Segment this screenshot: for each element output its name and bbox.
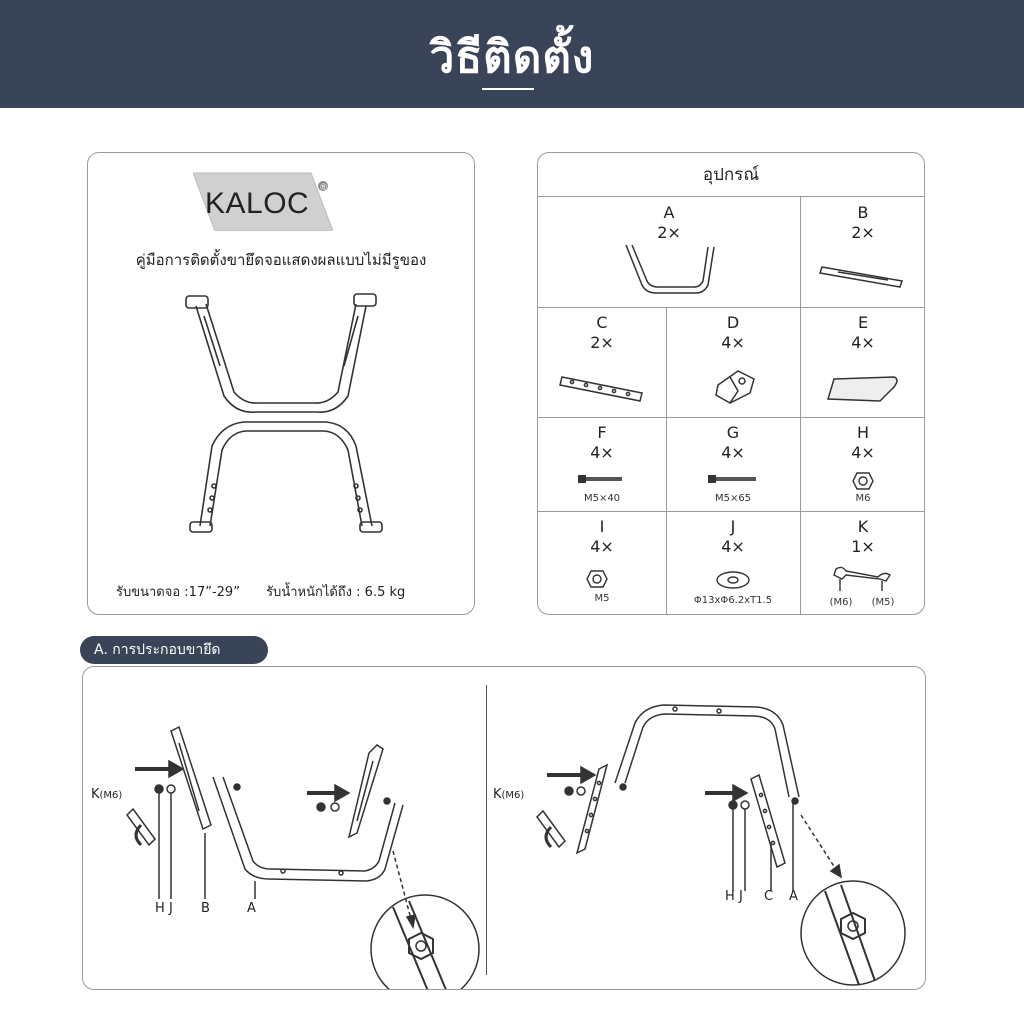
part-qty: 4× <box>721 537 745 556</box>
part-qty: 2× <box>657 223 681 242</box>
part-letter: F <box>597 423 607 442</box>
part-spec: M5×40 <box>583 493 621 504</box>
label-h: H <box>725 889 735 904</box>
brand-logo <box>193 169 333 231</box>
assembly-step-1 <box>113 721 483 989</box>
step-divider <box>486 685 487 975</box>
part-a <box>538 197 800 307</box>
part-qty: 2× <box>851 223 875 242</box>
washer-j-icon <box>715 569 751 591</box>
page-title: วิธีติดตั้ง <box>429 32 595 83</box>
part-qty: 4× <box>721 333 745 352</box>
part-i <box>538 511 666 615</box>
manual-title: คู่มือการติดตั้งขายึดจอแสดงผลแบบไม่มีรูของ <box>135 251 427 269</box>
part-k <box>800 511 925 615</box>
label-a: A <box>247 901 256 916</box>
wrench-letter: K <box>493 787 502 802</box>
part-letter: H <box>856 423 870 442</box>
part-spec: M6 <box>855 493 871 504</box>
part-qty: 4× <box>851 443 875 462</box>
part-qty: 4× <box>851 333 875 352</box>
screw-g-icon <box>708 473 758 485</box>
part-letter: C <box>596 313 608 332</box>
label-h: H <box>155 901 165 916</box>
clamp-d-icon <box>710 363 760 407</box>
part-f <box>538 417 666 511</box>
max-load-spec: รับน้ำหนักได้ถึง : 6.5 kg <box>266 585 406 600</box>
part-letter: I <box>599 517 605 536</box>
part-qty: 4× <box>590 537 614 556</box>
part-b <box>800 197 925 307</box>
wrench-letter: K <box>91 787 100 802</box>
logo-text: KALOC <box>205 187 310 220</box>
label-b: B <box>201 901 210 916</box>
part-letter: B <box>857 203 869 222</box>
part-letter: A <box>663 203 675 222</box>
part-e <box>800 307 925 417</box>
part-d <box>666 307 800 417</box>
label-j: J <box>169 901 173 916</box>
part-qty: 2× <box>590 333 614 352</box>
part-spec: M5 <box>594 593 610 604</box>
screw-f-icon <box>578 473 628 485</box>
wrench-k-icon <box>832 563 892 593</box>
part-qty: 1× <box>851 537 875 556</box>
label-c: C <box>764 889 774 904</box>
header-banner <box>0 0 1024 108</box>
product-card <box>87 152 475 615</box>
wrench-size: (M6) <box>501 790 525 801</box>
plate-c-icon <box>558 371 648 405</box>
wrench-size: (M6) <box>99 790 123 801</box>
strip-b-icon <box>818 261 908 291</box>
part-g <box>666 417 800 511</box>
bracket-a-icon <box>620 241 720 301</box>
parts-card <box>537 152 925 615</box>
part-letter: D <box>726 313 740 332</box>
part-h <box>800 417 925 511</box>
assembly-step-2 <box>523 695 923 989</box>
title-underline <box>482 88 534 90</box>
part-spec-m6: (M6) <box>829 597 853 608</box>
section-a-tab: A. การประกอบขายึด <box>80 636 268 664</box>
part-letter: E <box>857 313 869 332</box>
part-qty: 4× <box>721 443 745 462</box>
part-letter: K <box>857 517 869 536</box>
part-c <box>538 307 666 417</box>
part-qty: 4× <box>590 443 614 462</box>
parts-title: อุปกรณ์ <box>538 153 924 197</box>
part-spec: M5×65 <box>714 493 752 504</box>
assembly-card <box>82 666 926 990</box>
wrench-label <box>493 787 524 802</box>
part-letter: G <box>726 423 740 442</box>
nut-i-icon <box>586 569 608 589</box>
bracket-illustration <box>176 286 396 536</box>
nut-h-icon <box>852 471 874 491</box>
product-specs <box>116 581 405 602</box>
wrench-label <box>91 787 122 802</box>
screen-size-spec: รับขนาดจอ :17”-29” <box>116 585 240 600</box>
label-a: A <box>789 889 798 904</box>
pad-e-icon <box>824 373 904 407</box>
part-letter: J <box>730 517 736 536</box>
label-j: J <box>739 889 743 904</box>
part-spec-m5: (M5) <box>871 597 895 608</box>
part-spec: Φ13xΦ6.2xT1.5 <box>693 595 773 606</box>
registered-mark: ® <box>319 183 328 193</box>
